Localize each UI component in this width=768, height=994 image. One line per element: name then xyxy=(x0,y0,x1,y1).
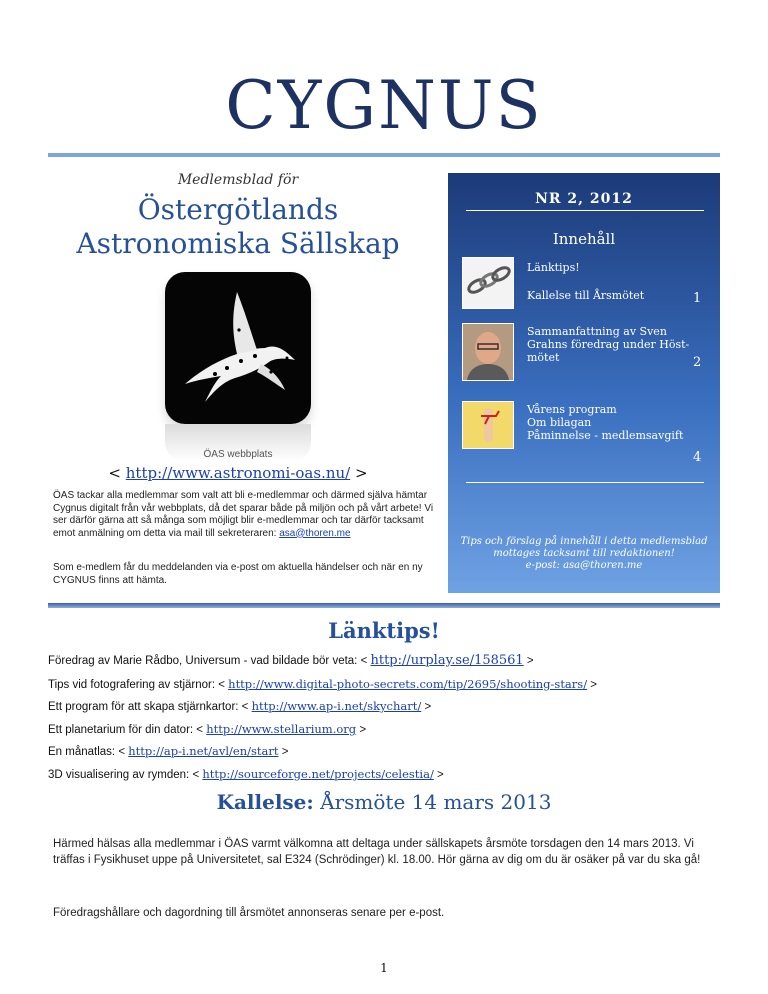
issue-number: NR 2, 2012 xyxy=(535,191,633,207)
link-row-label: Ett program för att skapa stjärnkartor: < xyxy=(48,701,252,713)
link-row-label: En månatlas: < xyxy=(48,746,129,758)
page-number: 1 xyxy=(380,961,388,975)
kallelse-paragraph-2: Föredragshållare och dagordning till årsmötet annonseras senare per e-post. xyxy=(53,907,445,919)
moon-atlas-link[interactable]: http://ap-i.net/avl/en/start xyxy=(128,744,279,758)
link-row-4 xyxy=(48,722,366,737)
logo-caption: ÖAS webbplats xyxy=(203,449,273,460)
toc-heading: Innehåll xyxy=(552,230,616,248)
toc-entry-3-page: 4 xyxy=(693,450,702,465)
toc-entry-3-line3[interactable]: Påminnelse - medlemsavgift xyxy=(527,429,684,442)
link-row-suffix: > xyxy=(278,746,289,758)
link-row-label: Tips vid fotografering av stjärnor: < xyxy=(48,679,229,691)
kallelse-heading-rest: Årsmöte 14 mars 2013 xyxy=(313,790,552,814)
chain-icon xyxy=(463,258,513,308)
swan-constellation-icon xyxy=(165,272,311,424)
link-row-label: Föredrag av Marie Rådbo, Universum - vad bildade bör veta: < xyxy=(48,655,371,667)
kallelse-paragraph-1: Härmed hälsas alla medlemmar i ÖAS varmt välkomna att deltaga under sällskapets årsmöte torsdagen den 14 mars 2013. Vi träffas i Fysikhuset uppe på Universitetet, sal E324 (Schrödinger) kl. 18.00. Hör gärna av dig om du är osäker på var du ska gå! xyxy=(53,838,701,866)
intro-paragraph-1 xyxy=(53,490,438,540)
org-name-line2: Astronomiska Sällskap xyxy=(76,227,400,260)
website-line xyxy=(48,464,428,482)
website-suffix: > xyxy=(350,464,368,482)
top-divider xyxy=(48,153,720,157)
lanktips-heading: Länktips! xyxy=(328,618,440,643)
kallelse-heading-bold: Kallelse: xyxy=(216,790,314,814)
section-divider xyxy=(48,603,720,608)
digital-photo-secrets-link[interactable]: http://www.digital-photo-secrets.com/tip/2695/shooting-stars/ xyxy=(228,677,588,691)
link-row-label: 3D visualisering av rymden: < xyxy=(48,769,203,781)
link-row-suffix: > xyxy=(523,655,534,667)
toc-entry-1-line2[interactable]: Kallelse till Årsmötet xyxy=(527,289,645,302)
link-row-3 xyxy=(48,699,431,714)
toc-footer-line2: mottages tacksamt till redaktionen! xyxy=(493,548,675,559)
link-row-2 xyxy=(48,677,597,692)
intro-paragraph-2: Som e-medlem får du meddelanden via e-post om aktuella händelser och när en ny CYGNUS finns att hämta. xyxy=(53,562,423,586)
link-row-suffix: > xyxy=(587,679,597,691)
link-row-suffix: > xyxy=(433,769,444,781)
reminder-finger-icon xyxy=(463,402,513,448)
toc-footer-note xyxy=(448,536,720,572)
toc-footer-line3: e-post: asa@thoren.me xyxy=(525,560,643,571)
kallelse-heading xyxy=(48,790,720,814)
org-name xyxy=(48,193,428,261)
skychart-link[interactable]: http://www.ap-i.net/skychart/ xyxy=(251,699,422,713)
website-prefix: < xyxy=(108,464,126,482)
celestia-link[interactable]: http://sourceforge.net/projects/celestia/ xyxy=(202,767,434,781)
finger-ribbon-thumbnail xyxy=(462,401,514,449)
speaker-photo-thumbnail xyxy=(462,323,514,381)
toc-entry-2-line3[interactable]: mötet xyxy=(527,351,560,364)
table-of-contents-box xyxy=(448,173,720,593)
intro-text: ÖAS tackar alla medlemmar som valt att bli e-medlemmar och därmed själva hämtar Cygnus digitalt från vår webbplats, då det sparar både på miljön och på vårt arbete! Vi ser därför gärna att så många som möjligt blir e-medlemmar och tar därför tacksamt emot anmälning om detta via mail till sekreteraren: xyxy=(53,490,434,539)
toc-entry-1-line1[interactable]: Länktips! xyxy=(527,261,580,274)
secretary-email-link[interactable]: asa@thoren.me xyxy=(279,527,351,539)
urplay-link[interactable]: http://urplay.se/158561 xyxy=(370,653,524,668)
person-portrait-icon xyxy=(463,324,513,380)
toc-bottom-divider xyxy=(466,482,704,483)
toc-entry-1-page: 1 xyxy=(693,291,702,306)
chain-link-thumbnail xyxy=(462,257,514,309)
toc-divider xyxy=(466,210,704,211)
link-row-label: Ett planetarium för din dator: < xyxy=(48,724,207,736)
link-row-5 xyxy=(48,744,288,759)
subtitle: Medlemsblad för xyxy=(177,172,299,188)
toc-entry-2-line2[interactable]: Grahns föredrag under Höst- xyxy=(527,338,690,351)
link-row-1 xyxy=(48,654,534,668)
link-row-suffix: > xyxy=(356,724,367,736)
website-link[interactable]: http://www.astronomi-oas.nu/ xyxy=(125,464,351,482)
org-name-line1: Östergötlands xyxy=(137,193,339,226)
link-row-suffix: > xyxy=(421,701,432,713)
toc-entry-2-page: 2 xyxy=(693,355,702,370)
link-row-6 xyxy=(48,767,444,782)
masthead-title: CYGNUS xyxy=(225,67,543,144)
stellarium-link[interactable]: http://www.stellarium.org xyxy=(206,722,357,736)
toc-entry-3-line1[interactable]: Vårens program xyxy=(527,403,617,416)
toc-footer-line1: Tips och förslag på innehåll i detta medlemsblad xyxy=(460,536,708,547)
cygnus-logo[interactable] xyxy=(165,272,311,424)
toc-entry-3-line2[interactable]: Om bilagan xyxy=(527,416,592,429)
toc-entry-2-line1[interactable]: Sammanfattning av Sven xyxy=(527,325,667,338)
